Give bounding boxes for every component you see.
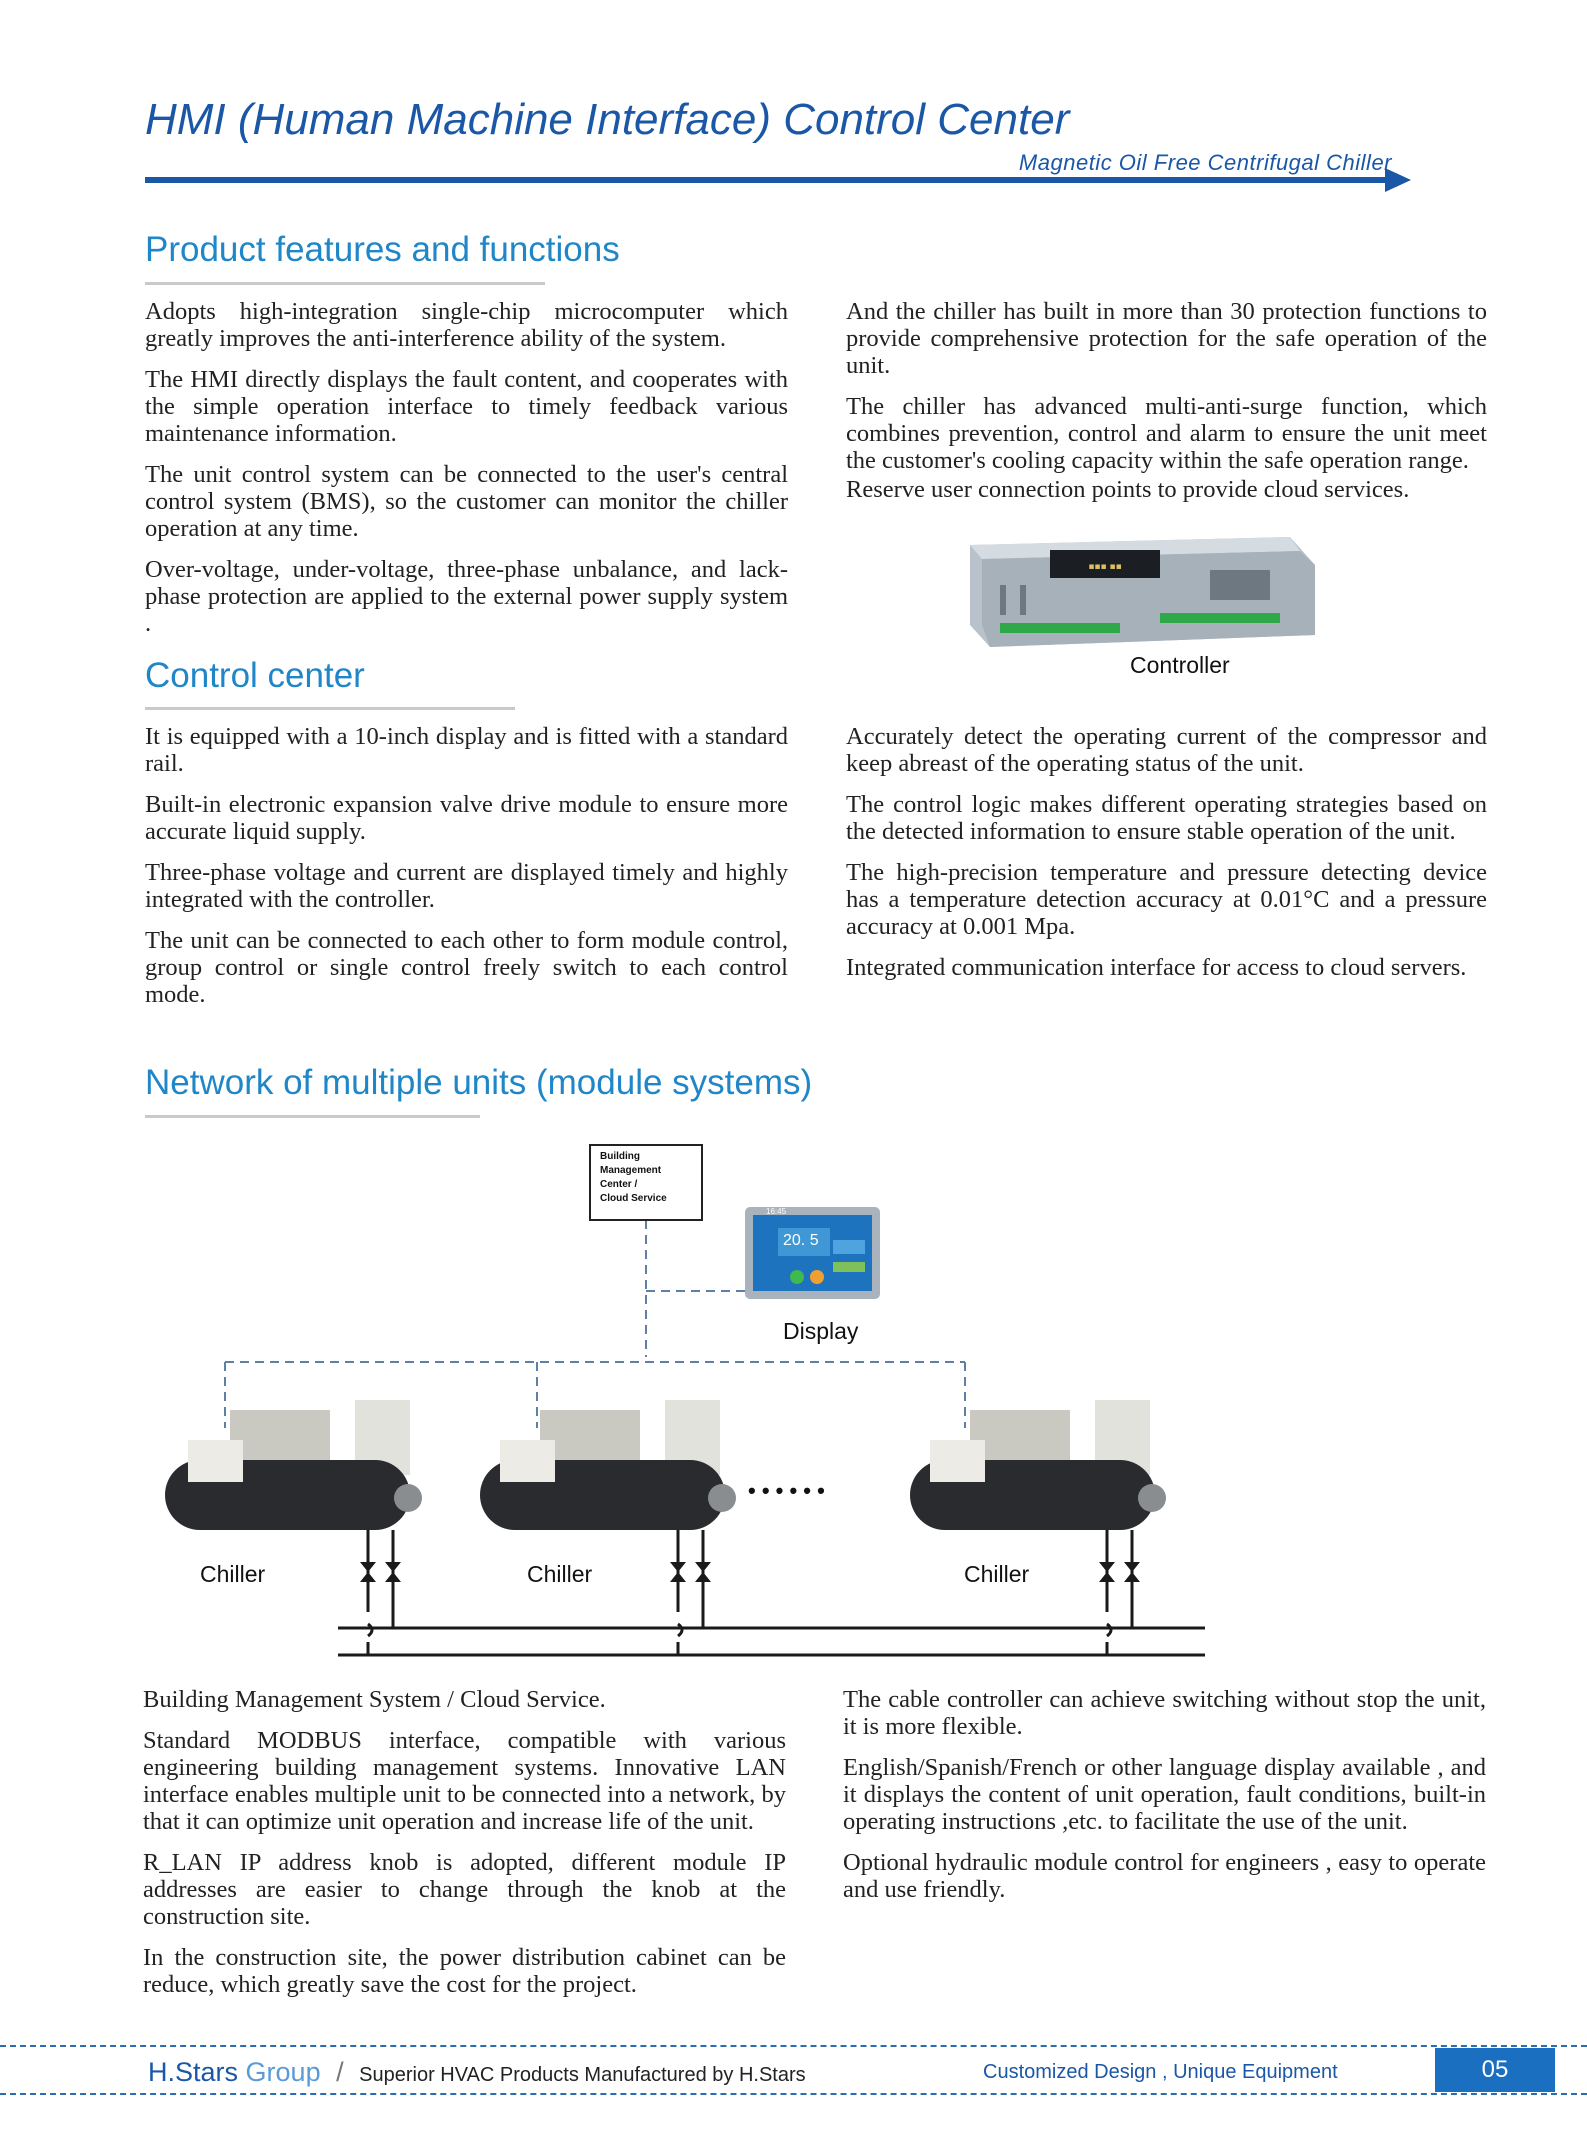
chiller-1 bbox=[165, 1400, 422, 1530]
paragraph: The unit control system can be connected to the user's central control system (BMS), so the customer can monitor the chiller operation at any time. bbox=[145, 461, 788, 542]
paragraph: English/Spanish/French or other language display available , and it displays the content of unit operation, fault conditions, built-in operating instructions ,etc. to facilitate the use of the unit. bbox=[843, 1754, 1486, 1835]
chiller-3 bbox=[910, 1400, 1166, 1530]
paragraph: Optional hydraulic module control for engineers , easy to operate and use friendly. bbox=[843, 1849, 1486, 1903]
controller-image bbox=[960, 525, 1320, 655]
piping bbox=[338, 1530, 1205, 1655]
display-caption: Display bbox=[783, 1318, 859, 1344]
paragraph: The control logic makes different operating strategies based on the detected information to ensure stable operation of the unit. bbox=[846, 791, 1487, 845]
paragraph: Standard MODBUS interface, compatible with various engineering building management systems. Innovative LAN interface enables multiple unit to be connected into a network, by that it can optimize unit operation and increase life of the unit. bbox=[143, 1727, 786, 1835]
paragraph: The HMI directly displays the fault content, and cooperates with the simple operation interface to timely feedback various maintenance information. bbox=[145, 366, 788, 447]
paragraph: Integrated communication interface for access to cloud servers. bbox=[846, 954, 1467, 981]
paragraph: Three-phase voltage and current are displayed timely and highly integrated with the controller. bbox=[145, 859, 788, 913]
bms-box-label: Building Management Center / Cloud Service bbox=[600, 1151, 667, 1204]
page-number: 05 bbox=[1435, 2048, 1555, 2092]
paragraph: The cable controller can achieve switching without stop the unit, it is more flexible. bbox=[843, 1686, 1486, 1740]
paragraph: Reserve user connection points to provide cloud services. bbox=[846, 476, 1410, 503]
paragraph: Accurately detect the operating current of the compressor and keep abreast of the operating status of the unit. bbox=[846, 723, 1487, 777]
footer-brand bbox=[148, 2057, 806, 2088]
chiller-2 bbox=[480, 1400, 736, 1530]
footer-slogan: Customized Design , Unique Equipment bbox=[983, 2061, 1338, 2083]
network-right-column bbox=[843, 1686, 1486, 1917]
network-heading-rule bbox=[145, 1115, 480, 1118]
paragraph: R_LAN IP address knob is adopted, different module IP addresses are easier to change through the knob at the construction site. bbox=[143, 1849, 786, 1930]
chiller-label-3: Chiller bbox=[964, 1561, 1030, 1587]
paragraph: The chiller has advanced multi-anti-surge function, which combines prevention, control and alarm to ensure the unit meet the customer's cooling capacity within the safe operation range. bbox=[846, 393, 1487, 474]
brand-tagline: Superior HVAC Products Manufactured by H.Stars bbox=[359, 2064, 806, 2086]
footer-rule-top bbox=[0, 2045, 1587, 2047]
features-heading-rule bbox=[145, 282, 545, 285]
control-right-column bbox=[846, 723, 1487, 995]
paragraph: Adopts high-integration single-chip microcomputer which greatly improves the anti-interference ability of the system. bbox=[145, 298, 788, 352]
paragraph: It is equipped with a 10-inch display and is fitted with a standard rail. bbox=[145, 723, 788, 777]
paragraph: Over-voltage, under-voltage, three-phase unbalance, and lack-phase protection are applied to the external power supply system . bbox=[145, 556, 788, 637]
chiller-label-1: Chiller bbox=[200, 1561, 266, 1587]
paragraph: The unit can be connected to each other to form module control, group control or single control freely switch to each control mode. bbox=[145, 927, 788, 1008]
network-left-column bbox=[143, 1686, 786, 2012]
page-subtitle: Magnetic Oil Free Centrifugal Chiller bbox=[1018, 150, 1392, 175]
brand-slash: / bbox=[336, 2057, 344, 2087]
control-left-column bbox=[145, 723, 788, 1022]
screen-temperature: 20. 5 bbox=[783, 1232, 819, 1249]
chiller-label-2: Chiller bbox=[527, 1561, 593, 1587]
svg-text:▪▪▪ ▪▪: ▪▪▪ ▪▪ bbox=[1088, 562, 1122, 572]
brand-name: H.Stars bbox=[148, 2057, 239, 2087]
features-right-column bbox=[846, 298, 1487, 517]
features-left-column bbox=[145, 298, 788, 651]
features-heading: Product features and functions bbox=[145, 230, 620, 269]
ellipsis: • • • • • • bbox=[748, 1478, 825, 1503]
control-heading: Control center bbox=[145, 656, 365, 695]
controller-caption: Controller bbox=[1130, 652, 1230, 678]
footer-rule-bottom bbox=[0, 2093, 1587, 2095]
paragraph: And the chiller has built in more than 30 protection functions to provide comprehensive protection for the safe operation of the unit. bbox=[846, 298, 1487, 379]
network-diagram bbox=[0, 1130, 1587, 1680]
control-heading-rule bbox=[145, 707, 515, 710]
display-screen bbox=[745, 1207, 880, 1299]
screen-time: 16:45 bbox=[766, 1207, 787, 1216]
brand-group: Group bbox=[245, 2057, 321, 2087]
network-heading: Network of multiple units (module systems) bbox=[145, 1063, 813, 1102]
paragraph: Building Management System / Cloud Service. bbox=[143, 1686, 606, 1713]
page-title: HMI (Human Machine Interface) Control Center bbox=[145, 95, 1070, 144]
paragraph: In the construction site, the power distribution cabinet can be reduce, which greatly save the cost for the project. bbox=[143, 1944, 786, 1998]
header-rule bbox=[145, 177, 1400, 183]
header-arrow-icon bbox=[1385, 168, 1411, 192]
paragraph: The high-precision temperature and pressure detecting device has a temperature detection accuracy at 0.01°C and a pressure accuracy at 0.001 Mpa. bbox=[846, 859, 1487, 940]
paragraph: Built-in electronic expansion valve drive module to ensure more accurate liquid supply. bbox=[145, 791, 788, 845]
